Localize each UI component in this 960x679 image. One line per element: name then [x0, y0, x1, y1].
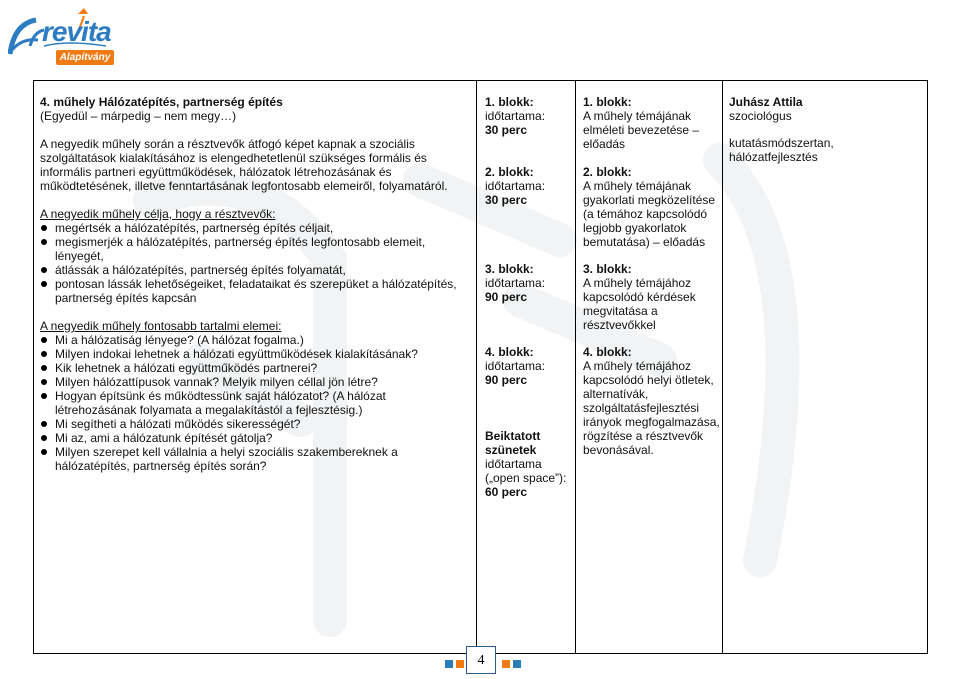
presenter-role: szociológus [729, 109, 792, 123]
revita-logo [8, 6, 112, 66]
duration-label: időtartama: [485, 359, 546, 373]
block-label: 4. blokk: [485, 345, 534, 359]
footer-square-icon [456, 660, 464, 668]
list-item: Hogyan építsünk és működtessünk saját hálózatot? (A hálózat létrehozásának folyamata a megalakítástól a fejlesztésig.) [40, 389, 470, 417]
block-label: 2. blokk: [583, 165, 632, 179]
list-item: Mi segítheti a hálózati működés sikerességét? [40, 417, 470, 431]
presenter-name: Juhász Attila [729, 95, 803, 109]
method-line: elméleti bevezetése – [583, 123, 700, 137]
method-line: alternatívák, [583, 387, 649, 401]
method-line: szolgáltatásfejlesztési [583, 401, 700, 415]
break-label-2: szünetek [485, 443, 537, 457]
method-line: rögzítése a résztvevők [583, 429, 704, 443]
content-heading: A negyedik műhely fontosabb tartalmi elemei: [40, 319, 282, 333]
list-item: pontosan lássák lehetőségeiket, feladataikat és szerepüket a hálózatépítés, partnerség építés kapcsán [40, 277, 470, 305]
method-line: kapcsolódó kérdések [583, 290, 696, 304]
duration-value: 30 perc [485, 193, 528, 207]
method-line: (a témához kapcsolódó [583, 207, 708, 221]
list-item: Mi az, ami a hálózatunk építését gátolja? [40, 431, 470, 445]
method-line: irányok megfogalmazása, [583, 415, 720, 429]
block-2-method [583, 165, 721, 249]
break-label-1: Beiktatott [485, 429, 541, 443]
block-label: 2. blokk: [485, 165, 534, 179]
list-item: átlássák a hálózatépítés, partnerség építés folyamatát, [40, 263, 470, 277]
block-label: 3. blokk: [485, 262, 534, 276]
list-item: megértsék a hálózatépítés, partnerség építés céljait, [40, 221, 470, 235]
method-line: megvitatása a [583, 304, 658, 318]
duration-value: 30 perc [485, 123, 528, 137]
workshop-intro: A negyedik műhely során a résztvevők átfogó képet kapnak a szociális szolgáltatások kialakításához is elengedhetetlenül szükséges formális és informális partneri együttműködések, hálózatok létrehozásának és működtetésének, illetve fenntartásának legfontosabb elemeiről, folyamatáról. [40, 137, 448, 193]
break-label-4: („open space”): [485, 471, 567, 485]
logo-text: revita [42, 16, 111, 47]
method-line: A műhely témájának [583, 179, 692, 193]
method-line: bemutatása) – előadás [583, 235, 706, 249]
logo-badge: Alapítvány [56, 50, 114, 65]
goal-list [40, 221, 470, 305]
duration-column [477, 81, 576, 653]
method-line: A műhely témájának [583, 109, 692, 123]
footer-square-icon [502, 660, 510, 668]
method-line: résztvevőkkel [583, 318, 656, 332]
block-label: 1. blokk: [583, 95, 632, 109]
method-line: A műhely témájához [583, 276, 692, 290]
workshop-subtitle: (Egyedül – márpedig – nem megy…) [40, 109, 237, 123]
block-4-duration [485, 345, 573, 387]
method-line: gyakorlati megközelítése [583, 193, 716, 207]
workshop-table [33, 80, 928, 654]
block-2-duration [485, 165, 573, 207]
duration-label: időtartama: [485, 276, 546, 290]
duration-value: 90 perc [485, 373, 528, 387]
duration-value: 90 perc [485, 290, 528, 304]
footer-square-icon [445, 660, 453, 668]
list-item: Milyen szerepet kell vállalnia a helyi szociális szakembereknek a hálózatépítés, partnerség építés során? [40, 445, 470, 473]
list-item: Kik lehetnek a hálózati együttműködés partnerei? [40, 361, 470, 375]
method-line: legjobb gyakorlatok [583, 221, 687, 235]
list-item: megismerjék a hálózatépítés, partnerség építés legfontosabb elemeit, lényegét, [40, 235, 470, 263]
presenter-topics: kutatásmódszertan, hálózatfejlesztés [729, 136, 834, 164]
block-4-method [583, 345, 721, 457]
method-column [576, 81, 723, 653]
block-1-method [583, 95, 721, 151]
block-label: 4. blokk: [583, 345, 632, 359]
workshop-title: 4. műhely Hálózatépítés, partnerség építés [40, 95, 283, 109]
content-list [40, 333, 470, 473]
list-item: Milyen indokai lehetnek a hálózati együttműködések kialakításának? [40, 347, 470, 361]
block-3-method [583, 262, 721, 332]
method-line: kapcsolódó helyi ötletek, [583, 373, 714, 387]
duration-label: időtartama: [485, 109, 546, 123]
footer-square-icon [513, 660, 521, 668]
break-value: 60 perc [485, 485, 528, 499]
method-line: bevonásával. [583, 443, 654, 457]
page-number: 4 [466, 646, 496, 674]
description-column [34, 81, 477, 653]
method-line: előadás [583, 137, 626, 151]
break-label-3: időtartama [485, 457, 542, 471]
duration-label: időtartama: [485, 179, 546, 193]
method-line: A műhely témájához [583, 359, 692, 373]
block-label: 3. blokk: [583, 262, 632, 276]
block-1-duration [485, 95, 573, 137]
block-label: 1. blokk: [485, 95, 534, 109]
list-item: Mi a hálózatiság lényege? (A hálózat fogalma.) [40, 333, 470, 347]
block-3-duration [485, 262, 573, 304]
goal-heading: A negyedik műhely célja, hogy a résztvevők: [40, 207, 276, 221]
presenter-column [723, 81, 929, 653]
break-duration [485, 429, 573, 499]
list-item: Milyen hálózattípusok vannak? Melyik milyen céllal jön létre? [40, 375, 470, 389]
